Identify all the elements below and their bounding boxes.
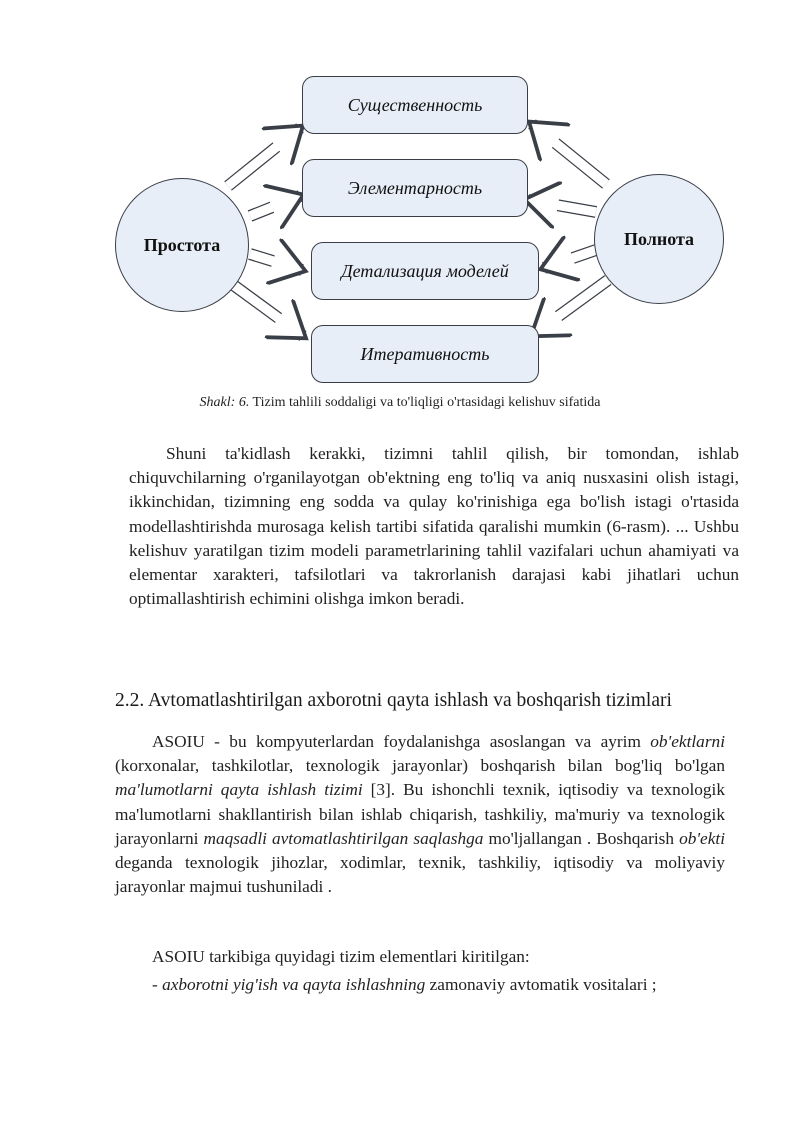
section-title: 2.2. Avtomatlashtirilgan axborotni qayta ishlash va boshqarish tizimlari bbox=[115, 690, 672, 711]
compromise-diagram bbox=[100, 68, 740, 398]
text-run: ASOIU - bu kompyuterlardan foydalanishga asoslangan va ayrim bbox=[152, 732, 651, 751]
text-run: mo'ljallangan . Boshqarish bbox=[483, 828, 680, 848]
figure-caption bbox=[0, 395, 800, 411]
box-elementarity: Элементарность bbox=[302, 159, 528, 217]
box-model-detail: Детализация моделей bbox=[311, 242, 539, 300]
node-simplicity: Простота bbox=[115, 178, 249, 312]
text-run: zamonaviy avtomatik vositalari ; bbox=[425, 975, 657, 994]
paragraph-compromise: Shuni ta'kidlash kerakki, tizimni tahlil qilish, bir tomondan, ishlab chiquvchilarning o'rganilayotgan ob'ektning eng to'liq va aniq nusxasini olish istagi, ikkinchidan, tizimning eng sodda va qulay ko'rinishiga ega bo'lish istagi o'rtasida modellashtirishda murosaga kelish tartibi sifatida qaralishi mumkin (6-rasm). ... Ushbu kelishuv yaratilgan tizim modeli parametrlarining tahlil vazifalari uchun ahamiyati va elementar xarakteri, tafsilotlari va takrorlanish darajasi kabi jihatlari uchun optimallashtirish echimini olishga imkon beradi. bbox=[129, 444, 739, 609]
paragraph-asoiu-definition bbox=[115, 730, 725, 899]
italic-term: ma'lumotlarni qayta ishlash tizimi bbox=[115, 780, 363, 800]
paragraph-asoiu-elements: ASOIU tarkibiga quyidagi tizim elementlari kiritilgan: bbox=[152, 947, 530, 966]
box-essentiality: Существенность bbox=[302, 76, 528, 134]
list-item-first-element bbox=[115, 973, 740, 997]
text-run: [3]. Bu ishonchli texnik, iqtisodiy va texnologik ma'lumotlarni shakllantirish bilan ishlab chiqarish, tashkiliy, ma'muriy va texnologik jarayonlarni bbox=[115, 780, 725, 848]
text-run: - bbox=[152, 975, 163, 994]
box-iterativity: Итеративность bbox=[311, 325, 539, 383]
caption-text: Tizim tahlili soddaligi va to'liqligi o'rtasidagi kelishuv sifatida bbox=[249, 395, 601, 410]
caption-label: Shakl: 6. bbox=[199, 395, 250, 410]
italic-term: maqsadli avtomatlashtirilgan saqlashga bbox=[203, 828, 484, 848]
text-run: deganda texnologik jihozlar, xodimlar, texnik, tashkiliy, iqtisodiy va moliyaviy jarayonlar majmui tushuniladi . bbox=[115, 853, 725, 897]
italic-term: axborotni yig'ish va qayta ishlashning bbox=[162, 975, 426, 994]
node-completeness: Полнота bbox=[594, 174, 724, 304]
text-run: (korxonalar, tashkilotlar, texnologik jarayonlar) boshqarish bilan bog'liq bo'lgan bbox=[115, 756, 725, 776]
italic-term: ob'ekti bbox=[679, 828, 725, 848]
italic-term: ob'ektlarni bbox=[650, 732, 725, 751]
